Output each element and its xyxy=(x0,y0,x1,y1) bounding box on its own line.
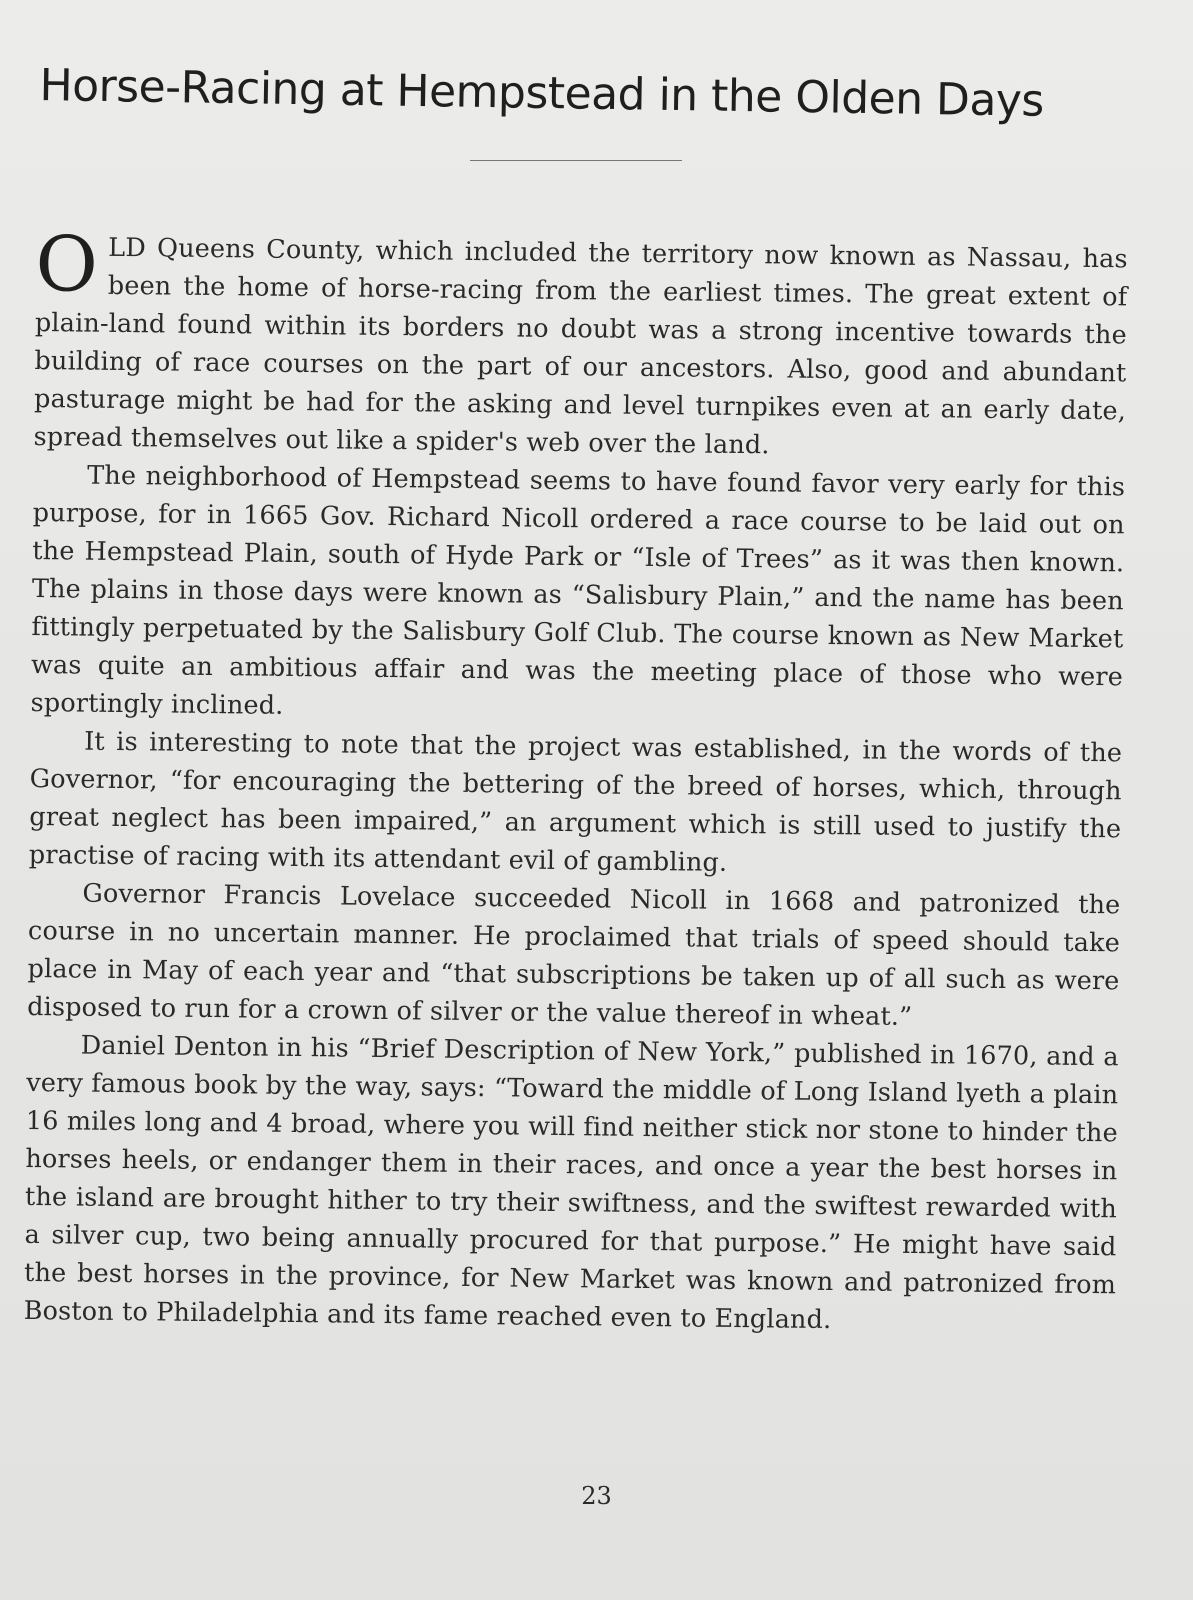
paragraph-4: Governor Francis Lovelace succeeded Nicoll in 1668 and patronized the course in no uncertain manner. He proclaimed that trials of speed should take place in May of each year and “that subscriptions be taken up of all such as were disposed to run for a crown of silver or the value thereof in wheat.” xyxy=(26,878,1121,1032)
paragraph-5: Daniel Denton in his “Brief Description of New York,” published in 1670, and a very famous book by the way, says: “Toward the middle of Long Island lyeth a plain 16 miles long and 4 broad, where you will find neither stick nor stone to hinder the horses heels, or endanger them in their races, and once a year the best horses in the island are brought hither to try their swiftness, and the swiftest rewarded with a silver cup, two being annually procured for that purpose.” He might have said the best horses in the province, for New Market was known and patronized from Boston to Philadelphia and its fame reached even to England. xyxy=(23,1030,1119,1336)
article-body xyxy=(23,219,1128,1342)
title-divider xyxy=(470,160,682,161)
page-title: Horse-Racing at Hempstead in the Olden Days xyxy=(39,60,1045,127)
drop-cap: O xyxy=(35,219,99,309)
paragraph-1 xyxy=(33,219,1128,468)
paragraph-2: The neighborhood of Hempstead seems to have found favor very early for this purpose, for in 1665 Gov. Richard Nicoll ordered a race course to be laid out on the Hempstead Plain, south of Hyde Park or “Isle of Trees” as it was then known. The plains in those days were known as “Salisbury Plain,” and the name has been fittingly perpetuated by the Salisbury Golf Club. The course known as New Market was quite an ambitious affair and was the meeting place of those who were sportingly inclined. xyxy=(30,460,1126,721)
paragraph-1-text: LD Queens County, which included the territory now known as Nassau, has been the home of horse-racing from the earliest times. The great extent of plain-land found within its borders no doubt was a strong incentive towards the building of race courses on the part of our ancestors. Also, good and abundant pasturage might be had for the asking and level turnpikes even at an early date, spread themselves out like a spider's web over the land. xyxy=(33,232,1128,461)
paragraph-3: It is interesting to note that the project was established, in the words of the Governor, “for encouraging the bettering of the breed of horses, which, through great neglect has been impaired,” an argument which is still used to justify the practise of racing with its attendant evil of gambling. xyxy=(28,726,1123,878)
page-number: 23 xyxy=(581,1482,612,1510)
